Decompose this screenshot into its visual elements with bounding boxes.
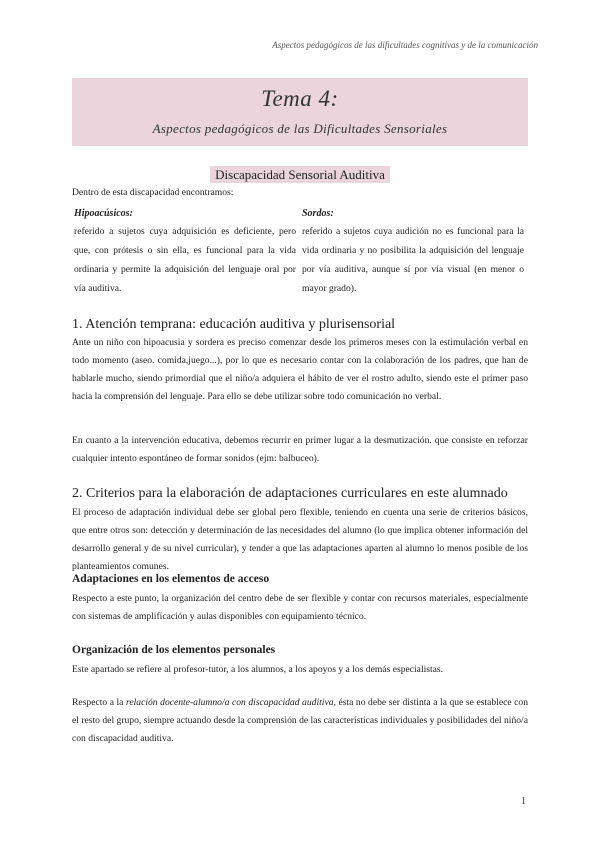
heading-section-2: 2. Criterios para la elaboración de adaptaciones curriculares en este alumnado — [72, 486, 508, 501]
page-title: Tema 4: — [261, 86, 339, 111]
paragraph-section-1-b: En cuanto a la intervención educativa, debemos recurrir en primer lugar a la desmutización. que consiste en reforzar cualquier intento espontáneo de formar sonidos (ejm: balbuceo). — [72, 435, 528, 464]
subheading-personales: Organización de los elementos personales — [72, 644, 276, 656]
title-banner — [72, 78, 528, 146]
paragraph-personales-b-end: , ésta no debe ser distinta a la que se establece con el resto del grupo, siempre actuando desde la comprensión de las características individuales y posibilidades del niño/a con discapacidad auditiva. — [72, 697, 528, 744]
paragraph-section-2: El proceso de adaptación individual debe ser global pero flexible, teniendo en cuenta una serie de criterios básicos, que entre otros son: detección y determinación de las necesidades del alumno (lo que implica obtener información del desarrollo general y de su nivel curricular), y tender a que las adaptaciones aparten al alumno lo menos posible de los planteamientos comunes. — [72, 507, 528, 572]
paragraph-personales-b-italic: relación docente-alumno/a con discapacidad auditiva — [125, 697, 334, 708]
column-text-hipoacusicos: referido a sujetos cuya adquisición es deficiente, pero que, con prótesis o sin ella, es funcional para la vida ordinaria y permite la adquisición del lenguaje oral por vía auditiva. — [74, 226, 296, 294]
paragraph-section-1-a: Ante un niño con hipoacusia y sordera es preciso comenzar desde los primeros meses con la estimulación verbal en todo momento (aseo. comida,juego...), por lo que es necesario contar con la colaboración de los padres, que han de hablarle mucho, siendo primordial que el niño/a adquiera el hábito de ver el rostro adulto, siendo este el primer paso hacia la comprensión del lenguaje. Para ello se debe utilizar sobre todo comunicación no verbal. — [72, 337, 528, 402]
column-sordos — [302, 206, 524, 298]
page-subtitle: Aspectos pedagógicos de las Dificultades Sensoriales — [152, 121, 448, 136]
page-number: 1 — [521, 796, 526, 807]
column-heading-hipoacusicos: Hipoacúsicos: — [74, 208, 133, 219]
paragraph-personales-b-start: Respecto a la — [72, 697, 126, 708]
column-hipoacusicos — [74, 206, 296, 298]
section-title-text: Discapacidad Sensorial Auditiva — [210, 166, 390, 183]
running-header: Aspectos pedagógicos de las dificultades cognitivas y de la comunicación — [272, 40, 538, 50]
paragraph-personales-a: Este apartado se refiere al profesor-tutor, a los alumnos, a los apoyos y a los demás especialistas. — [72, 664, 444, 675]
column-heading-sordos: Sordos: — [302, 208, 334, 219]
column-text-sordos: referido a sujetos cuya audición no es funcional para la vida ordinaria y no posibilita la adquisición del lenguaje por vía auditiva, aunque sí por vía visual (en menor o mayor grado). — [302, 226, 524, 294]
heading-section-1: 1. Atención temprana: educación auditiva y plurisensorial — [72, 317, 396, 332]
section-title — [0, 166, 600, 184]
paragraph-acceso: Respecto a este punto, la organización del centro debe de ser flexible y contar con recursos materiales, especialmente con sistemas de amplificación y aulas disponibles con equipamiento técnico. — [72, 593, 528, 622]
paragraph-personales-b — [72, 694, 528, 748]
subheading-acceso: Adaptaciones en los elementos de acceso — [72, 573, 270, 585]
intro-text: Dentro de esta discapacidad encontramos: — [72, 187, 234, 198]
